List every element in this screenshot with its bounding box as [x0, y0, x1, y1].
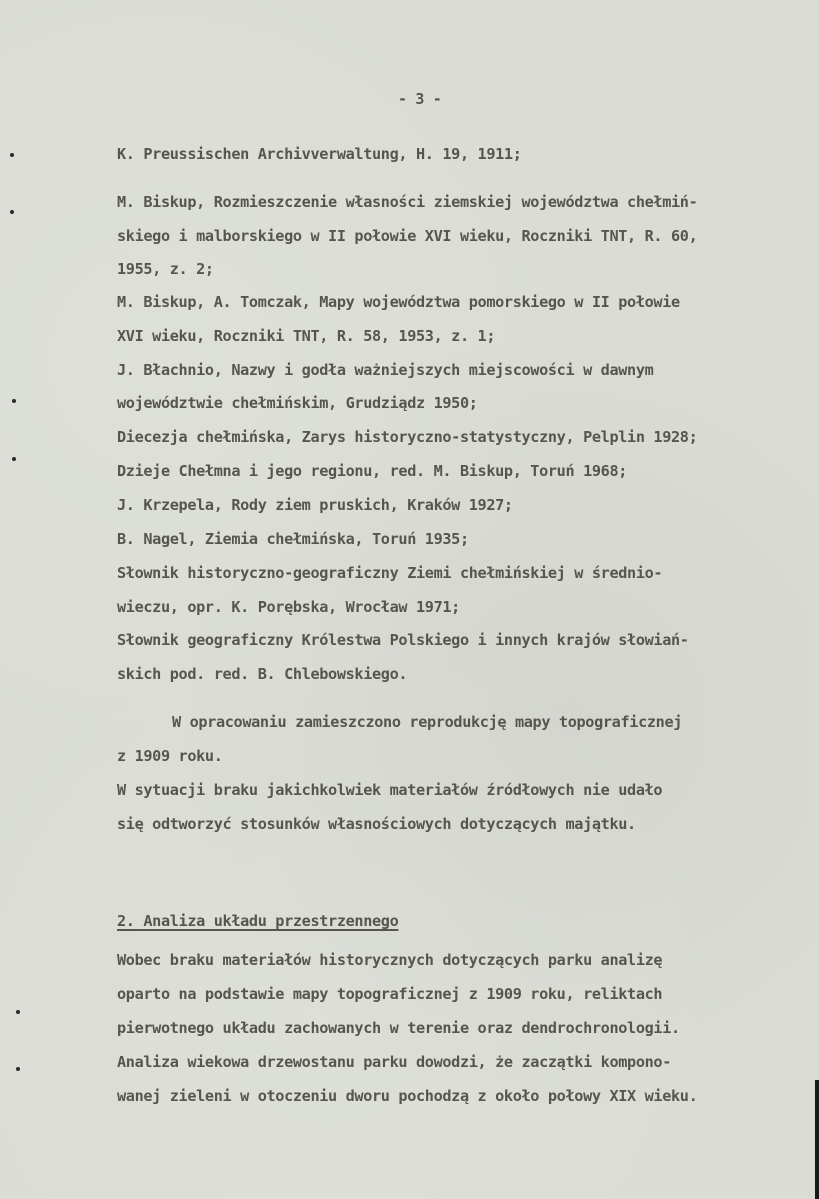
margin-mark — [10, 153, 14, 157]
bibliography-line: wieczu, opr. K. Porębska, Wrocław 1971; — [117, 598, 460, 616]
bibliography-line: Dzieje Chełmna i jego regionu, red. M. Biskup, Toruń 1968; — [117, 462, 628, 480]
bibliography-line: skiego i malborskiego w II połowie XVI wieku, Roczniki TNT, R. 60, — [117, 227, 698, 245]
paragraph-line: W sytuacji braku jakichkolwiek materiałów źródłowych nie udało — [117, 781, 663, 799]
margin-mark — [12, 457, 16, 461]
bibliography-line: M. Biskup, A. Tomczak, Mapy województwa pomorskiego w II połowie — [117, 293, 680, 311]
bibliography-line: J. Błachnio, Nazwy i godła ważniejszych miejscowości w dawnym — [117, 361, 654, 379]
bibliography-line: J. Krzepela, Rody ziem pruskich, Kraków 1927; — [117, 496, 513, 514]
section-heading: 2. Analiza układu przestrzennego — [117, 912, 399, 930]
page-number: - 3 - — [398, 90, 442, 108]
scan-edge-shadow — [815, 1080, 819, 1199]
margin-mark — [16, 1067, 20, 1071]
bibliography-line: B. Nagel, Ziemia chełmińska, Toruń 1935; — [117, 530, 469, 548]
margin-mark — [16, 1010, 20, 1014]
margin-mark — [12, 399, 16, 403]
section-line: wanej zieleni w otoczeniu dworu pochodzą z około połowy XIX wieku. — [117, 1087, 698, 1105]
bibliography-line: skich pod. red. B. Chlebowskiego. — [117, 665, 408, 683]
section-line: Analiza wiekowa drzewostanu parku dowodzi, że zaczątki kompono- — [117, 1053, 672, 1071]
paragraph-line: z 1909 roku. — [117, 747, 223, 765]
bibliography-line: XVI wieku, Roczniki TNT, R. 58, 1953, z. 1; — [117, 327, 496, 345]
bibliography-line: Słownik geograficzny Królestwa Polskiego i innych krajów słowiań- — [117, 631, 689, 649]
bibliography-line: województwie chełmińskim, Grudziądz 1950; — [117, 394, 478, 412]
paragraph-line: W opracowaniu zamieszczono reprodukcję mapy topograficznej — [172, 713, 683, 731]
bibliography-line: Słownik historyczno-geograficzny Ziemi chełmińskiej w średnio- — [117, 564, 663, 582]
section-line: oparto na podstawie mapy topograficznej z 1909 roku, reliktach — [117, 985, 663, 1003]
section-line: pierwotnego układu zachowanych w terenie oraz dendrochronologii. — [117, 1019, 680, 1037]
bibliography-line: 1955, z. 2; — [117, 260, 214, 278]
section-line: Wobec braku materiałów historycznych dotyczących parku analizę — [117, 951, 663, 969]
bibliography-line: K. Preussischen Archivverwaltung, H. 19, 1911; — [117, 145, 522, 163]
paragraph-line: się odtworzyć stosunków własnościowych dotyczących majątku. — [117, 815, 636, 833]
bibliography-line: M. Biskup, Rozmieszczenie własności ziemskiej województwa chełmiń- — [117, 193, 698, 211]
margin-mark — [10, 210, 14, 214]
bibliography-line: Diecezja chełmińska, Zarys historyczno-statystyczny, Pelplin 1928; — [117, 428, 698, 446]
